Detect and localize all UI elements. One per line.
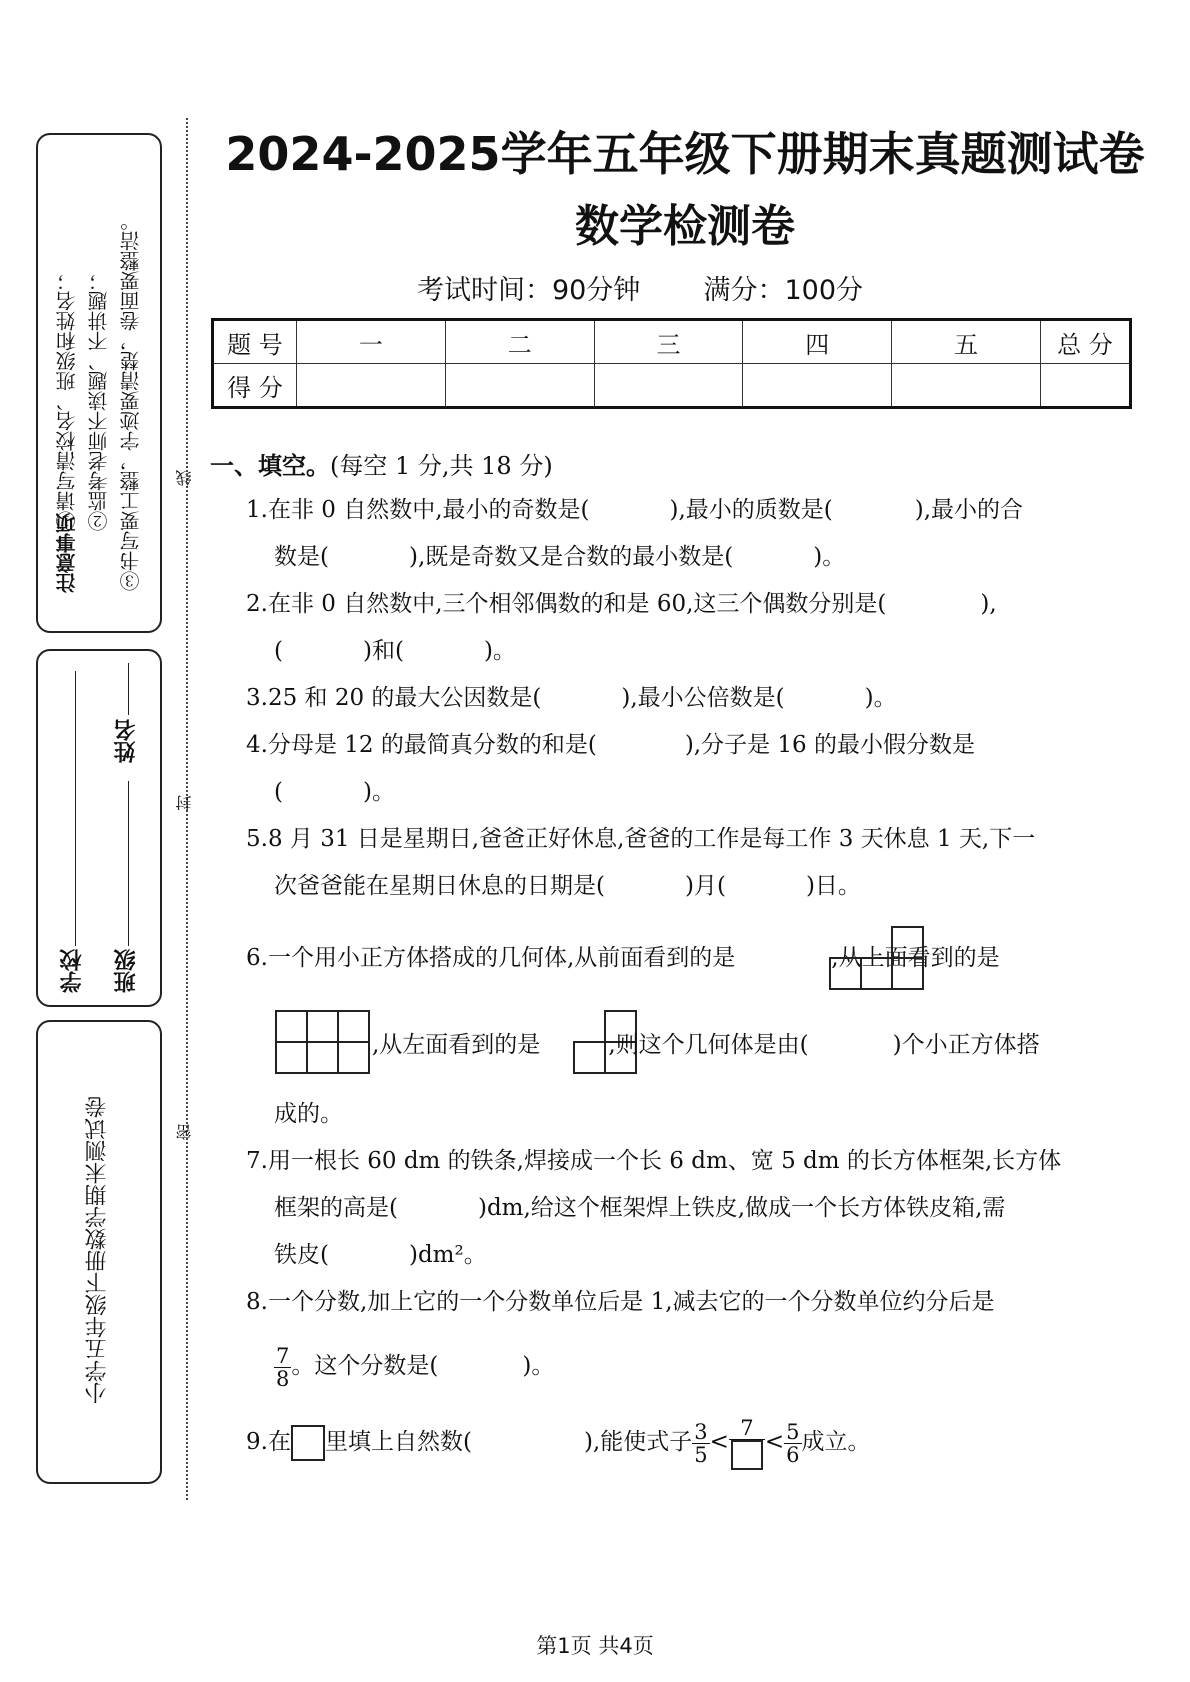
section-note: (每空 1 分,共 18 分) [330, 452, 553, 480]
frac-num: 5 [786, 1419, 800, 1444]
question-3 [246, 675, 897, 722]
q-text: 次爸爸能在星期日休息的日期是( [274, 873, 605, 899]
note-2: ②监考老师不读题、不讲题； [87, 271, 111, 531]
question-7-line-2 [274, 1185, 1005, 1232]
top-view-figure [275, 1010, 371, 1076]
q-text: 2.在非 0 自然数中,三个相邻偶数的和是 60,这三个偶数分别是( [246, 591, 887, 617]
frac-num: 7 [729, 1417, 765, 1440]
q-text: )。 [522, 1353, 555, 1379]
q-text: 5.8 月 31 日是星期日,爸爸正好休息,爸爸的工作是每工作 3 天休息 1 天,下一 [246, 826, 1036, 852]
q-text: ,从左面看到的是 [372, 1032, 541, 1058]
notes-label: 注意事项 [55, 513, 79, 593]
question-5-line-1 [246, 816, 1035, 863]
school-label: 学校 [59, 949, 85, 993]
q-text: 4.分母是 12 的最简真分数的和是( [246, 732, 597, 758]
score-cell: 总 分 [1041, 320, 1131, 364]
q-text: 6.一个用小正方体搭成的几何体,从前面看到的是 [246, 945, 736, 971]
q-text: )个小正方体搭 [892, 1032, 1040, 1058]
q-text: )。 [813, 544, 846, 570]
cut-mark-seal: 封 [175, 795, 194, 811]
q-text: ),最小的质数是( [669, 497, 833, 523]
q-text: 1.在非 0 自然数中,最小的奇数是( [246, 497, 590, 523]
q-text: )月( [684, 873, 726, 899]
q-text: ,从上面看到的是 [831, 945, 1000, 971]
q-text: 7.用一根长 60 dm 的铁条,焊接成一个长 6 dm、宽 5 dm 的长方体框架,长方体 [246, 1148, 1062, 1174]
frac-den: 6 [786, 1442, 800, 1467]
q-text: 成的。 [274, 1101, 343, 1127]
fraction-7-box [729, 1417, 765, 1470]
score-cell: 一 [297, 320, 446, 364]
less-than-sign: < [764, 1429, 785, 1455]
exam-time: 考试时间：90分钟 [416, 275, 641, 306]
q-text: )。 [362, 779, 395, 805]
q-text: )和( [362, 638, 404, 664]
q-text: 成立。 [801, 1429, 871, 1455]
frac-num: 7 [276, 1343, 290, 1368]
score-row-label: 得 分 [213, 364, 297, 408]
q-text: 3.25 和 20 的最大公因数是( [246, 685, 542, 711]
frac-den: 8 [276, 1366, 290, 1391]
q-text: ( [274, 779, 283, 805]
front-view-figure [829, 925, 925, 991]
score-cell: 二 [445, 320, 594, 364]
score-cell: 题 号 [213, 320, 297, 364]
q-text: ),最小的合 [914, 497, 1024, 523]
fraction-7-8 [274, 1345, 291, 1390]
section-title: 一、填空。 [210, 451, 330, 480]
class-line[interactable] [128, 781, 129, 946]
q-text: 。这个分数是( [291, 1353, 439, 1379]
q-text: 8.一个分数,加上它的一个分数单位后是 1,减去它的一个分数单位约分后是 [246, 1289, 995, 1315]
vertical-title: 小学五年级下册数学期末测试卷 [85, 1096, 110, 1404]
q-text: ), [980, 591, 997, 617]
question-4-line-1 [246, 722, 975, 769]
cut-mark-line: 线 [175, 470, 194, 486]
score-table [211, 318, 1132, 409]
score-input[interactable] [594, 364, 743, 408]
q-text: )。 [483, 638, 516, 664]
frac-den-box[interactable] [729, 1440, 765, 1470]
note-3: ③书写要工整，字迹要清楚，卷面要整洁。 [119, 211, 143, 591]
page-number: 第1页 共4页 [536, 1634, 654, 1658]
q-text: ( [274, 638, 283, 664]
question-5-line-2 [274, 863, 861, 910]
frac-num: 3 [694, 1419, 708, 1444]
frac-den: 5 [694, 1442, 708, 1467]
class-label: 班级 [113, 949, 139, 993]
q-text: 9.在 [246, 1429, 291, 1455]
name-line[interactable] [128, 663, 129, 715]
question-7-line-3 [274, 1232, 487, 1279]
q-text: 数是( [274, 544, 329, 570]
q-text: 框架的高是( [274, 1195, 398, 1221]
score-cell: 五 [892, 320, 1041, 364]
question-2-line-1 [246, 581, 997, 628]
q-text: 铁皮( [274, 1242, 329, 1268]
q-text: ),既是奇数又是合数的最小数是( [408, 544, 734, 570]
less-than-sign: < [709, 1429, 729, 1455]
score-value-row [213, 364, 1131, 408]
page-title: 2024-2025学年五年级下册期末真题测试卷 [225, 127, 1145, 181]
q-text: ),能使式子 [583, 1429, 693, 1455]
score-input[interactable] [1041, 364, 1131, 408]
question-1-line-1 [246, 487, 1023, 534]
note-1: ①请写清校名、班级和姓名； [55, 271, 79, 531]
score-input[interactable] [297, 364, 446, 408]
school-line[interactable] [75, 671, 76, 946]
q-text: )。 [864, 685, 897, 711]
full-score: 满分：100分 [703, 275, 864, 306]
page-subtitle: 数学检测卷 [575, 201, 795, 252]
question-8-line-2 [274, 1336, 554, 1396]
q-text: 里填上自然数( [324, 1429, 472, 1455]
fill-box[interactable] [291, 1425, 325, 1461]
score-header-row [213, 320, 1131, 364]
question-6-line-3 [274, 1091, 343, 1138]
question-9 [246, 1412, 871, 1472]
binding-title-box [36, 1020, 162, 1484]
cut-mark-secret: 密 [175, 1124, 194, 1140]
q-text: ),分子是 16 的最小假分数是 [684, 732, 975, 758]
student-info-box [36, 649, 162, 1007]
fraction-3-5 [692, 1421, 709, 1466]
question-6-line-2 [372, 1022, 1040, 1069]
question-8-line-1 [246, 1279, 995, 1326]
question-7-line-1 [246, 1138, 1061, 1185]
section-heading [210, 446, 553, 481]
q-text: ),最小公倍数是( [621, 685, 785, 711]
question-1-line-2 [274, 534, 845, 581]
exam-meta [200, 268, 1080, 307]
notes-box [36, 133, 162, 633]
fraction-5-6 [784, 1421, 801, 1466]
score-input[interactable] [743, 364, 892, 408]
score-cell: 三 [594, 320, 743, 364]
question-2-line-2 [274, 628, 516, 675]
question-4-line-2 [274, 769, 395, 816]
q-text: )dm²。 [408, 1242, 487, 1268]
name-label: 姓名 [113, 719, 139, 763]
q-text: )日。 [805, 873, 861, 899]
q-text: )dm,给这个框架焊上铁皮,做成一个长方体铁皮箱,需 [477, 1195, 1006, 1221]
score-cell: 四 [743, 320, 892, 364]
score-input[interactable] [445, 364, 594, 408]
q-text: ,则这个几何体是由( [608, 1032, 809, 1058]
score-input[interactable] [892, 364, 1041, 408]
